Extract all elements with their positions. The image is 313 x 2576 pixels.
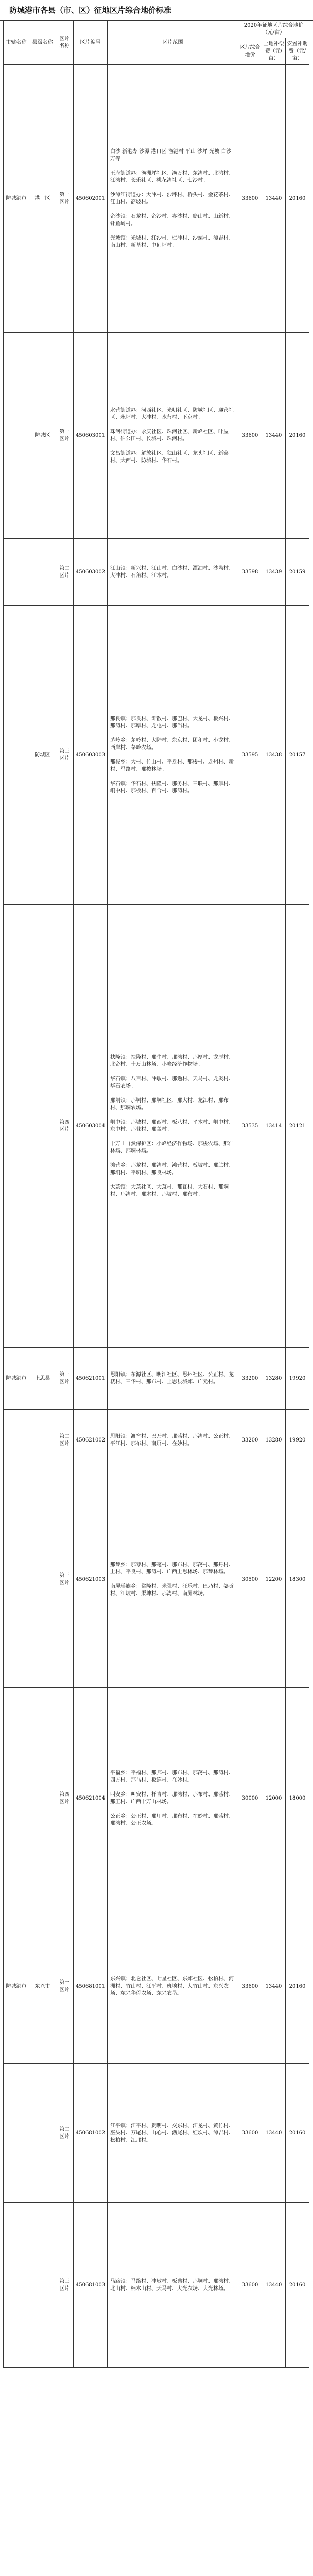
scope-paragraph: 沙潭江街道办：大冲村、沙坪村、桥头村、金花茶村、江山村、高坡村。: [110, 192, 234, 205]
table-row: [4, 1688, 309, 1909]
resettle-cell: 20160: [286, 2203, 309, 2368]
zone-code-cell: 450603002: [74, 539, 108, 606]
resettle-cell: 18300: [286, 1471, 309, 1688]
scope-cell: [108, 1471, 238, 1688]
scope-cell: [108, 905, 238, 1348]
city-cell: [4, 2064, 29, 2203]
zone-code-cell: 450621002: [74, 1410, 108, 1471]
scope-paragraph: 叫安乡：叫安村、杆青村、那湾村、那布村、那荡村、那王村、广西十万山林场。: [110, 1791, 234, 1805]
city-cell: [4, 1410, 29, 1471]
price-total-cell: 30000: [238, 1688, 262, 1909]
scope-paragraph: 东兴镇：北仑社区、七星社区、东郊社区、松柏村、河洲村、竹山村、江平村、班埃村、大竹山村、东兴农场、东兴华侨农场、东兴农垦。: [110, 1976, 234, 1996]
zone-name-cell: 第二区片: [56, 1410, 74, 1471]
table-body: [4, 21, 309, 2368]
scope-paragraph: 公正乡：公正村、那甲村、那布村、在妙村、那荡村、那湾村、公正农场。: [110, 1813, 234, 1826]
price-total-cell: 33200: [238, 1348, 262, 1410]
zone-code-cell: 450621003: [74, 1471, 108, 1688]
header-price-group: 2020年征地区片综合地价（元/亩）: [238, 21, 309, 38]
zone-code-cell: 450621004: [74, 1688, 108, 1909]
table-row: [4, 2203, 309, 2368]
header-price-total: 区片综合地价: [238, 38, 262, 65]
header-zone-name: 区片名称: [56, 21, 74, 65]
zone-code-cell: 450603003: [74, 606, 108, 905]
header-resettle: 安置补助费（元/亩）: [286, 38, 309, 65]
scope-paragraph: 王府街道办：渔洲坪社区、渔万村、东湾村、北鸿村、江湾村、长乐社区、桃花湾社区、七沙村。: [110, 170, 234, 183]
price-total-cell: 33598: [238, 539, 262, 606]
resettle-cell: 18000: [286, 1688, 309, 1909]
land-comp-cell: 13280: [262, 1348, 286, 1410]
scope-paragraph: 那琴乡：那琴村、那毫村、那布村、那荡村、那丹村、上村、平良村、那湾村、广西上思林场、那琴林场。: [110, 1562, 234, 1575]
scope-paragraph: 十万山自然保护区：小峰经济作物场、那梭农场、那仁林场、那垌林场。: [110, 1141, 234, 1154]
scope-cell: [108, 1909, 238, 2064]
scope-paragraph: 那梭乡：大村、竹山村、平龙村、那梭村、龙州村、新村、马路村、那梭林场。: [110, 759, 234, 772]
zone-name-cell: 第四区片: [56, 905, 74, 1348]
price-total-cell: 33600: [238, 2064, 262, 2203]
scope-cell: [108, 2203, 238, 2368]
header-scope: 区片范围: [108, 21, 238, 65]
scope-paragraph: 滩营乡：那龙村、那湾村、滩营村、板坡村、那兰村、那垌村、平垌村、那良林场。: [110, 1162, 234, 1176]
scope-paragraph: 华石镇：华石村、扶隆村、那务村、三联村、那厚村、峒中村、那板村、百合村、那湾村。: [110, 781, 234, 794]
county-cell: [29, 2203, 56, 2368]
county-cell: 东兴市: [29, 1909, 56, 2064]
county-cell: [29, 1410, 56, 1471]
scope-paragraph: 思阳镇：东源社区、明江社区、思州社区、公正村、龙楼村、三华村、那布村、上思县城郊、广元村。: [110, 1371, 234, 1385]
resettle-cell: 20160: [286, 65, 309, 333]
city-cell: [4, 539, 29, 606]
zone-name-cell: 第一区片: [56, 1348, 74, 1410]
table-row: [4, 1471, 309, 1688]
city-cell: [4, 333, 29, 539]
scope-paragraph: 峒中镇：那坡村、那西村、板八村、平木村、峒中村、东中村、那业村、那盖村。: [110, 1119, 234, 1132]
scope-cell: [108, 333, 238, 539]
scope-paragraph: 扶隆镇：扶隆村、那牛村、那湾村、那厚村、龙厚村、北帝村、十万山林场、小峰经济作物场。: [110, 1054, 234, 1067]
county-cell: [29, 2064, 56, 2203]
table-row: [4, 1410, 309, 1471]
city-cell: [4, 2203, 29, 2368]
zone-code-cell: 450681003: [74, 2203, 108, 2368]
scope-paragraph: 那垌镇：那垌村、那垌社区、那大村、龙江村、那布村、那垌农场。: [110, 1097, 229, 1111]
table-row: [4, 333, 309, 539]
scope-cell: [108, 65, 238, 333]
scope-paragraph: 珠河街道办：永庆社区、珠河社区、新峰社区、叶屋村、伯公田村、长城村、珠河村。: [110, 429, 229, 442]
table-row: [4, 2064, 309, 2203]
header-city: 市辖名称: [4, 21, 29, 65]
scope-cell: [108, 1348, 238, 1410]
scope-paragraph: 文昌街道办：解放社区、独山社区、龙头社区、新窑村、大西村、防城村、华石村。: [110, 450, 229, 464]
scope-paragraph: 马路镇：马路村、冲敏村、板典村、那垌村、那湾村、北山村、楠木山村、天马村、大光农场、大光林场。: [110, 2278, 234, 2292]
county-cell: [29, 905, 56, 1348]
table-row: [4, 539, 309, 606]
resettle-cell: 20121: [286, 905, 309, 1348]
land-comp-cell: 13440: [262, 2203, 286, 2368]
land-comp-cell: 13440: [262, 2064, 286, 2203]
table-row: [4, 905, 309, 1348]
scope-paragraph: 华石镇：八百村、冲敏村、那勉村、天马村、龙炎村、华石农场。: [110, 1076, 234, 1089]
price-total-cell: 33200: [238, 1410, 262, 1471]
scope-paragraph: 那良镇：那良村、滩散村、那巴村、大龙村、板兴村、那湾村、那厚村、龙屯村、那当村。: [110, 716, 234, 729]
zone-code-cell: 450621001: [74, 1348, 108, 1410]
land-price-table: [3, 21, 309, 2368]
header-row: [4, 21, 309, 38]
land-comp-cell: 13280: [262, 1410, 286, 1471]
scope-paragraph: 茅岭乡：茅岭村、大陆村、东京村、团和村、小龙村、西岸村、茅岭农场。: [110, 737, 234, 751]
scope-cell: [108, 539, 238, 606]
land-comp-cell: 13440: [262, 333, 286, 539]
zone-name-cell: 第三区片: [56, 2203, 74, 2368]
scope-paragraph: 江山镇：新兴村、江山村、白沙村、潭油村、沙坳村、大冲村、石角村、江木村。: [110, 565, 234, 579]
scope-paragraph: 思阳镇：渡窖村、巴乃村、那荡村、那湾村、公正村、平江村、那布村、南屏村、在妙村。: [110, 1433, 234, 1447]
price-total-cell: 33600: [238, 333, 262, 539]
city-cell: [4, 1688, 29, 1909]
county-cell: [29, 539, 56, 606]
page-title: 防城港市各县（市、区）征地区片综合地价标准: [0, 0, 313, 21]
land-comp-cell: 12000: [262, 1688, 286, 1909]
zone-name-cell: 第一区片: [56, 333, 74, 539]
land-comp-cell: 13440: [262, 1909, 286, 2064]
scope-cell: [108, 1688, 238, 1909]
city-cell: 防城港市: [4, 1348, 29, 1410]
price-total-cell: 33600: [238, 1909, 262, 2064]
price-total-cell: 33600: [238, 2203, 262, 2368]
zone-name-cell: 第二区片: [56, 2064, 74, 2203]
scope-paragraph: 白沙 新港办 沙潭 港口区 渔港村 平山 沙坪 光坡 白沙万等: [110, 148, 232, 162]
scope-paragraph: 南屏瑶族乡：常隆村、米强村、汪乐村、巴乃村、婆贡村、江坡村、渠坤村、那湾村、南屏林场。: [110, 1583, 234, 1597]
resettle-cell: 20160: [286, 2064, 309, 2203]
scope-paragraph: 江平镇：江平村、贵明村、交东村、江龙村、黄竹村、巫头村、万尾村、山心村、沥尾村、红坎村、潭吉村、松柏村、江那村。: [110, 2123, 234, 2143]
land-comp-cell: 13439: [262, 539, 286, 606]
price-total-cell: 33595: [238, 606, 262, 905]
land-comp-cell: 12200: [262, 1471, 286, 1688]
resettle-cell: 20160: [286, 333, 309, 539]
land-comp-cell: 13438: [262, 606, 286, 905]
price-total-cell: 33535: [238, 905, 262, 1348]
header-land-comp: 土地补偿费（元/亩）: [262, 38, 286, 65]
county-cell: 上思县: [29, 1348, 56, 1410]
resettle-cell: 19920: [286, 1410, 309, 1471]
resettle-cell: 19920: [286, 1348, 309, 1410]
scope-paragraph: 水营街道办：河西社区、光明社区、防城社区、迎宾社区、永坪村、大冲村、水营村、下京村。: [110, 407, 234, 420]
city-cell: 防城港市: [4, 65, 29, 333]
county-cell: 防城区: [29, 606, 56, 905]
zone-code-cell: 450603004: [74, 905, 108, 1348]
zone-name-cell: 第一区片: [56, 1909, 74, 2064]
price-total-cell: 33600: [238, 65, 262, 333]
scope-paragraph: 平福乡：平福村、那邦村、那布村、那荡村、那湾村、四方村、那马村、板连村、在妙村。: [110, 1770, 234, 1783]
county-cell: [29, 1471, 56, 1688]
zone-name-cell: 第三区片: [56, 1471, 74, 1688]
scope-cell: [108, 2064, 238, 2203]
scope-paragraph: 光坡镇：光坡村、红沙村、栏冲村、沙螺村、潭吉村、南山村、新基村、中间坪村。: [110, 235, 234, 248]
table-row: [4, 1909, 309, 2064]
resettle-cell: 20160: [286, 1909, 309, 2064]
resettle-cell: 20157: [286, 606, 309, 905]
scope-cell: [108, 606, 238, 905]
zone-name-cell: 第三区片: [56, 606, 74, 905]
zone-code-cell: 450681002: [74, 2064, 108, 2203]
land-comp-cell: 13440: [262, 65, 286, 333]
scope-cell: [108, 1410, 238, 1471]
header-zone-code: 区片编号: [74, 21, 108, 65]
price-total-cell: 30500: [238, 1471, 262, 1688]
city-cell: 防城港市: [4, 1909, 29, 2064]
zone-name-cell: 第二区片: [56, 539, 74, 606]
zone-code-cell: 450602001: [74, 65, 108, 333]
county-cell: [29, 1688, 56, 1909]
scope-paragraph: 大菉镇：大菉社区、大菉村、那瓦村、大石村、那垌村、那湾村、那木村、那坡村、那布村。: [110, 1184, 229, 1197]
header-county: 县级名称: [29, 21, 56, 65]
zone-name-cell: 第一区片: [56, 65, 74, 333]
scope-paragraph: 企沙镇：石龙村、企沙村、赤沙村、簕山村、山新村、针鱼岭村。: [110, 213, 234, 227]
county-cell: 港口区: [29, 65, 56, 333]
county-cell: 防城区: [29, 333, 56, 539]
land-comp-cell: 13414: [262, 905, 286, 1348]
resettle-cell: 20159: [286, 539, 309, 606]
city-cell: [4, 905, 29, 1348]
city-cell: [4, 606, 29, 905]
city-cell: [4, 1471, 29, 1688]
zone-code-cell: 450603001: [74, 333, 108, 539]
table-row: [4, 1348, 309, 1410]
table-row: [4, 65, 309, 333]
zone-name-cell: 第四区片: [56, 1688, 74, 1909]
table-row: [4, 606, 309, 905]
zone-code-cell: 450681001: [74, 1909, 108, 2064]
